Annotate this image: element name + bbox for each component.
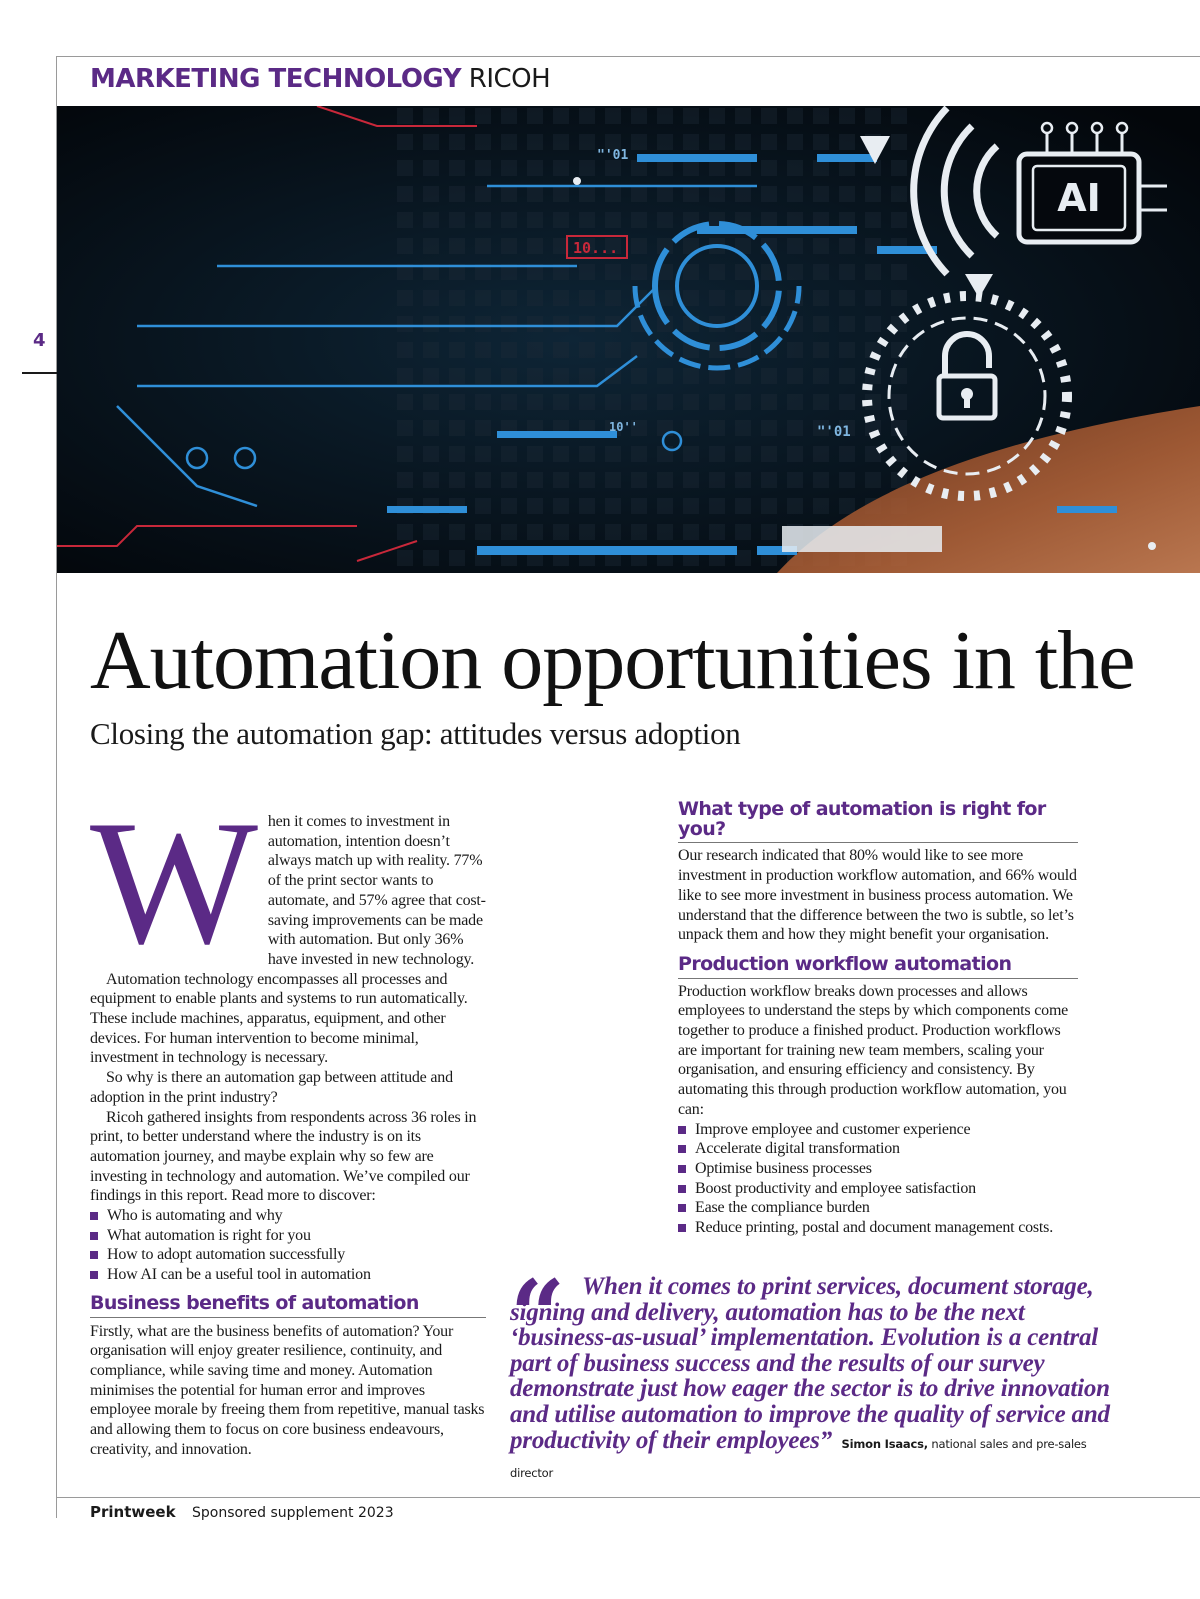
benefits-heading: Business benefits of automation — [90, 1294, 486, 1318]
left-column — [90, 783, 486, 1460]
body-paragraph: So why is there an automation gap between attitude and adoption in the print industry? — [90, 1069, 453, 1106]
intro-paragraph — [90, 783, 486, 981]
code-label-1: "'01 — [597, 148, 629, 163]
quote-text: When it comes to print services, document storage, signing and delivery, automation has to be the next ‘business-as-usual’ implementation. Evolution is a central part of business success and the results of our survey demonstrate just how eager the sector is to drive innovation and utilise automation to improve the quality of service and productivity of their employees” — [510, 1273, 1110, 1454]
article-subhead: Closing the automation gap: attitudes versus adoption — [90, 716, 741, 751]
ai-chip-label: AI — [1057, 176, 1101, 220]
section-label: MARKETING TECHNOLOGY — [90, 64, 462, 94]
hero-tech-illustration — [57, 106, 1200, 573]
workflow-benefits-list — [678, 1120, 1078, 1238]
list-item: Optimise business processes — [678, 1159, 1078, 1179]
workflow-heading: Production workflow automation — [678, 955, 1078, 979]
brand-label: RICOH — [468, 64, 551, 94]
right-column — [678, 800, 1078, 1238]
workflow-paragraph: Production workflow breaks down processes and allows employees to understand the steps by which components come together to produce a finished product. Production workflows are important for training new team members, scaling your organisation, and ensuring efficiency and consistency. By automating this through production workflow automation, you can: — [678, 982, 1069, 1118]
list-item: Improve employee and customer experience — [678, 1120, 1078, 1140]
supplement-label: Sponsored supplement 2023 — [192, 1505, 394, 1521]
list-item: Who is automating and why — [90, 1206, 486, 1226]
page-number-tick — [22, 372, 58, 374]
code-label-3: 10'' — [609, 420, 638, 434]
page-frame-bottom-rule — [56, 1497, 1200, 1498]
pull-quote — [510, 1259, 1110, 1487]
quote-author-role: national sales and pre-sales director — [510, 1436, 1087, 1481]
benefits-paragraph: Firstly, what are the business benefits of automation? Your organisation will enjoy greater resilience, continuity, and compliance, while saving time and money. Automation minimises the potential for human error and improves employee morale by freeing them from repetitive, manual tasks and allowing them to focus on core business endeavours, creativity, and innovation. — [90, 1322, 485, 1458]
drop-cap: W — [90, 783, 258, 981]
list-item: Boost productivity and employee satisfaction — [678, 1179, 1078, 1199]
article-headline: Automation opportunities in the — [90, 614, 1135, 707]
quote-author: Simon Isaacs, — [841, 1436, 928, 1451]
page-footer — [90, 1503, 394, 1521]
list-item: How AI can be a useful tool in automation — [90, 1265, 486, 1285]
list-item: What automation is right for you — [90, 1226, 486, 1246]
discover-list — [90, 1206, 486, 1285]
quote-body — [510, 1274, 1110, 1487]
body-paragraph: Ricoh gathered insights from respondents across 36 roles in print, to better understand where the industry is on its automation journey, and maybe explain why so few are investing in technology and automation. We’ve compiled our findings in this report. Read more to discover: — [90, 1108, 477, 1205]
page-number: 4 — [33, 330, 46, 351]
list-item: How to adopt automation successfully — [90, 1245, 486, 1265]
automation-type-heading: What type of automation is right for you? — [678, 800, 1078, 843]
page-frame-top-rule — [56, 56, 1200, 57]
list-item: Reduce printing, postal and document management costs. — [678, 1218, 1078, 1238]
list-item: Ease the compliance burden — [678, 1198, 1078, 1218]
code-label-4: "'01 — [817, 424, 851, 440]
section-header — [90, 64, 550, 94]
quote-mark-icon: “ — [510, 1259, 566, 1372]
code-label-2: 10... — [573, 239, 619, 257]
body-paragraph: Automation technology encompasses all processes and equipment to enable plants and systems to run automatically. These include machines, apparatus, equipment, and other devices. For human intervention to become minimal, investment in technology is necessary. — [90, 970, 468, 1067]
automation-type-paragraph: Our research indicated that 80% would like to see more investment in production workflow automation, and 66% would like to see more investment in business process automation. We understand that the difference between the two is subtle, so let’s unpack them and how they might benefit your organisation. — [678, 847, 1077, 944]
hero-image — [57, 106, 1200, 573]
publication-name: Printweek — [90, 1503, 176, 1521]
list-item: Accelerate digital transformation — [678, 1139, 1078, 1159]
intro-text: hen it comes to investment in automation, intention doesn’t always match up with reality. 77% of the print sector wants to automate, and 57% agree that cost-saving improvements can be made with automation. But only 36% have invested in new technology. — [267, 813, 486, 968]
